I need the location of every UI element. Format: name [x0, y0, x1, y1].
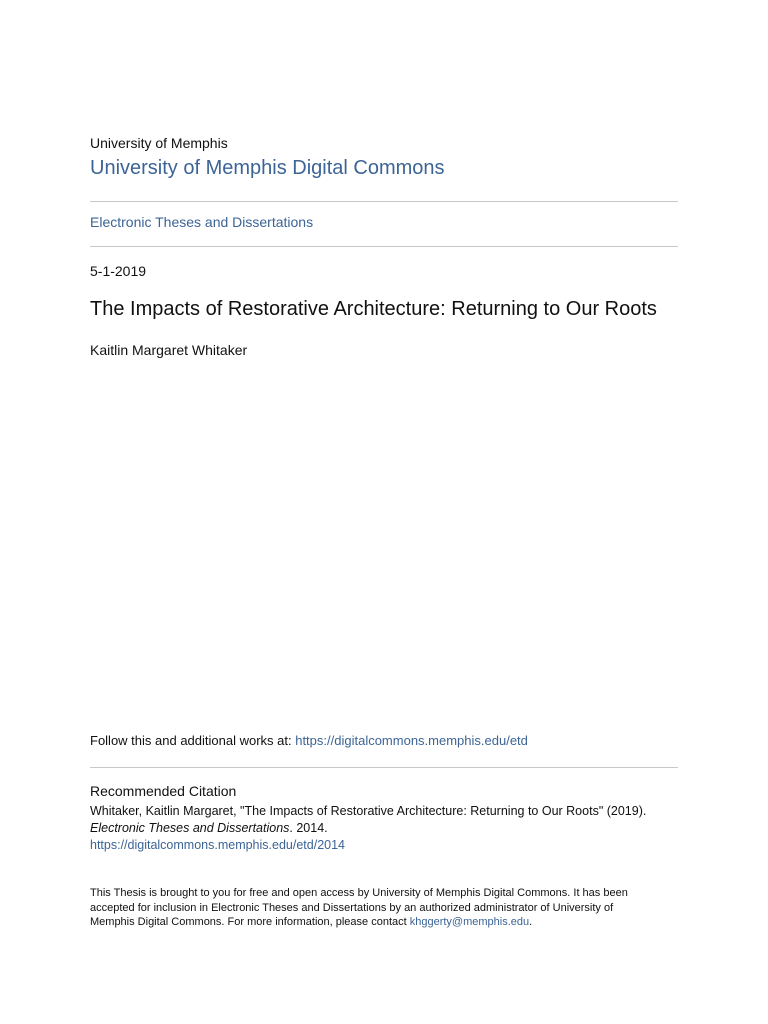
citation-url-link[interactable]: https://digitalcommons.memphis.edu/etd/2014: [90, 838, 345, 852]
divider: [90, 201, 678, 202]
citation-series: Electronic Theses and Dissertations: [90, 821, 290, 835]
follow-label: Follow this and additional works at:: [90, 733, 296, 748]
notice-line: This Thesis is brought to you for free and open access by University of Memphis Digital Commons. It has been: [90, 887, 628, 899]
notice-prefix: Memphis Digital Commons. For more information, please contact: [90, 916, 410, 928]
notice-line: [90, 915, 680, 930]
document-title: The Impacts of Restorative Architecture: Returning to Our Roots: [90, 298, 657, 320]
access-notice: [90, 886, 680, 930]
citation-text: Whitaker, Kaitlin Margaret, "The Impacts of Restorative Architecture: Returning to Our Roots" (2019).: [90, 804, 647, 818]
collection-link[interactable]: Electronic Theses and Dissertations: [90, 214, 314, 230]
citation-heading: Recommended Citation: [90, 783, 237, 799]
institution-name: University of Memphis: [90, 135, 228, 151]
citation-series-line: [90, 821, 328, 835]
divider: [90, 246, 678, 247]
divider: [90, 767, 678, 768]
citation-series-suffix: . 2014.: [289, 821, 328, 835]
follow-url-link[interactable]: https://digitalcommons.memphis.edu/etd: [295, 733, 528, 748]
notice-line: accepted for inclusion in Electronic Theses and Dissertations by an authorized administrator of University of: [90, 901, 614, 914]
publication-date: 5-1-2019: [90, 263, 147, 279]
follow-line: [90, 733, 528, 748]
notice-suffix: .: [529, 916, 533, 928]
contact-email-link[interactable]: khggerty@memphis.edu: [409, 916, 530, 928]
repository-link[interactable]: University of Memphis Digital Commons: [90, 157, 445, 179]
author-name: Kaitlin Margaret Whitaker: [90, 342, 248, 358]
